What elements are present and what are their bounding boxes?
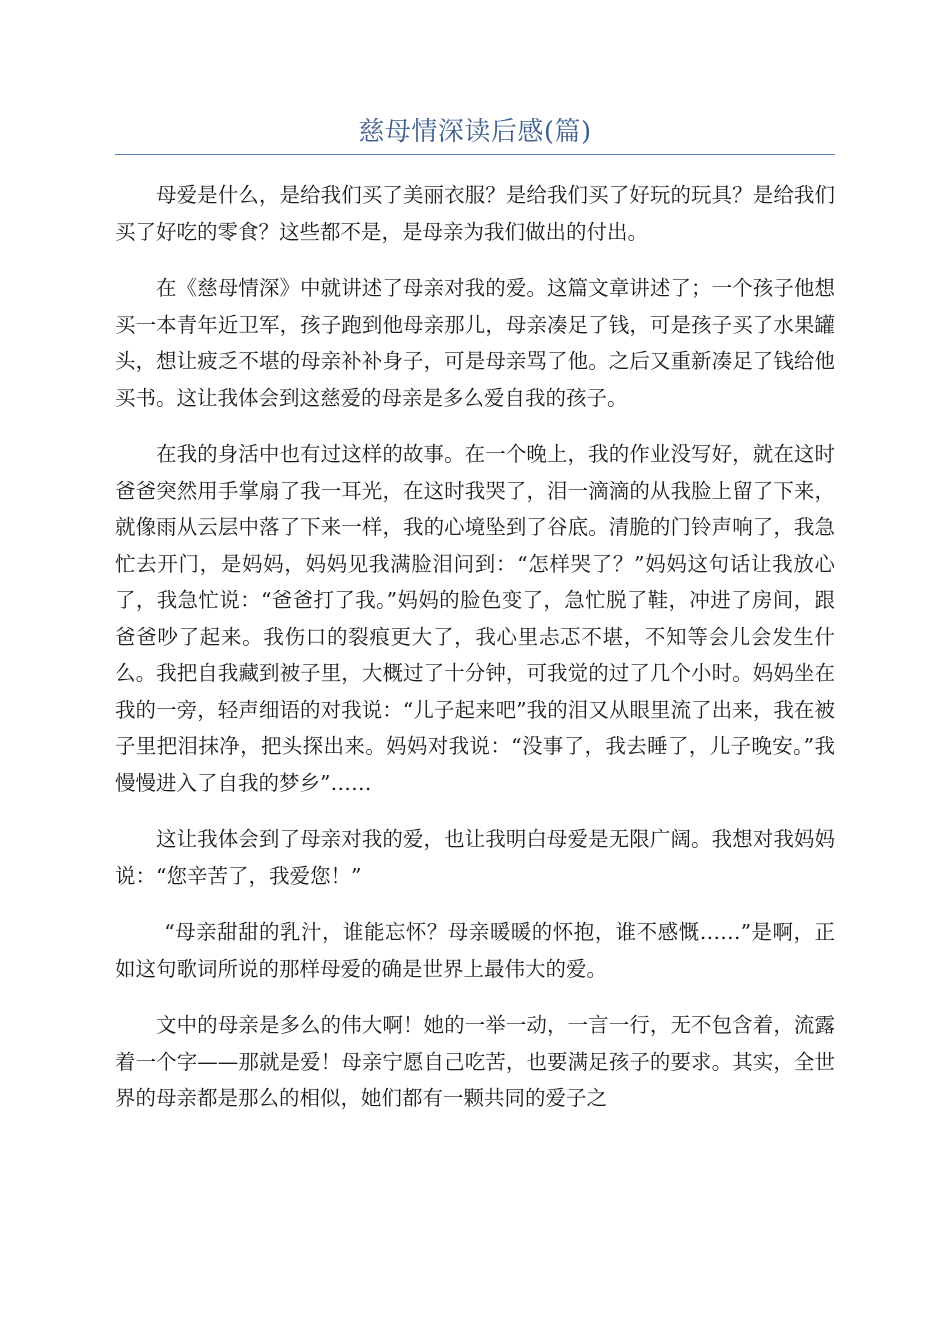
document-body — [115, 177, 835, 1137]
paragraph-4: 这让我体会到了母亲对我的爱，也让我明白母爱是无限广阔。我想对我妈妈说：“您辛苦了，我爱您！” — [115, 827, 835, 888]
document-title: 慈母情深读后感(篇) — [358, 117, 592, 147]
paragraph-6: 文中的母亲是多么的伟大啊！她的一举一动，一言一行，无不包含着，流露着一个字——那就是爱！母亲宁愿自己吃苦，也要满足孩子的要求。其实，全世界的母亲都是那么的相似，她们都有一颗共同的爱子之 — [115, 1013, 835, 1110]
paragraph-3: 在我的身活中也有过这样的故事。在一个晚上，我的作业没写好，就在这时爸爸突然用手掌扇了我一耳光，在这时我哭了，泪一滴滴的从我脸上留了下来，就像雨从云层中落了下来一样，我的心境坠到了谷底。清脆的门铃声响了，我急忙去开门，是妈妈，妈妈见我满脸泪问到：“怎样哭了？”妈妈这句话让我放心了，我急忙说：“爸爸打了我。”妈妈的脸色变了，急忙脱了鞋，冲进了房间，跟爸爸吵了起来。我伤口的裂痕更大了，我心里忐忑不堪，不知等会儿会发生什么。我把自我藏到被子里，大概过了十分钟，可我觉的过了几个小时。妈妈坐在我的一旁，轻声细语的对我说：“儿子起来吧”我的泪又从眼里流了出来，我在被子里把泪抹净，把头探出来。妈妈对我说：“没事了，我去睡了，儿子晚安。”我慢慢进入了自我的梦乡”…… — [115, 442, 835, 795]
paragraph-2: 在《慈母情深》中就讲述了母亲对我的爱。这篇文章讲述了；一个孩子他想买一本青年近卫军，孩子跑到他母亲那儿，母亲凑足了钱，可是孩子买了水果罐头，想让疲乏不堪的母亲补补身子，可是母亲骂了他。之后又重新凑足了钱给他买书。这让我体会到这慈爱的母亲是多么爱自我的孩子。 — [115, 276, 835, 410]
paragraph-5: “母亲甜甜的乳汁，谁能忘怀？母亲暖暖的怀抱，谁不感慨……”是啊，正如这句歌词所说的那样母爱的确是世界上最伟大的爱。 — [115, 920, 835, 981]
title-underline — [115, 154, 835, 155]
paragraph-1: 母爱是什么，是给我们买了美丽衣服？是给我们买了好玩的玩具？是给我们买了好吃的零食？这些都不是，是母亲为我们做出的付出。 — [115, 183, 835, 244]
